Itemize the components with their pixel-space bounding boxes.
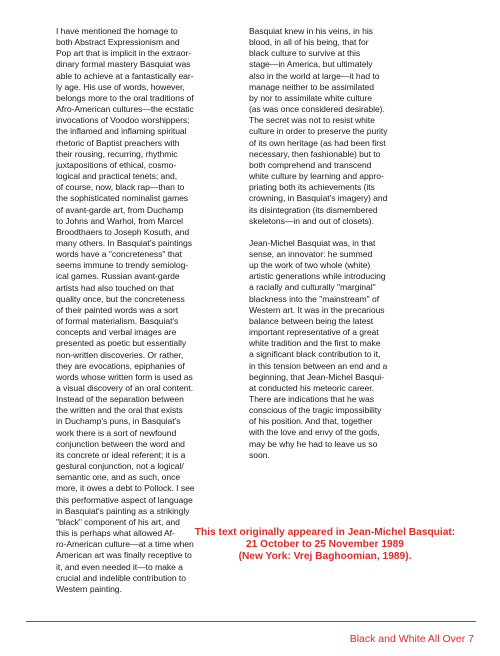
text-line: quality once, but the concreteness: [56, 293, 185, 304]
text-line: ly age. His use of words, however,: [56, 81, 185, 92]
text-line: ro-American culture—at a time when: [56, 539, 194, 550]
text-line: to Johns and Warhol, from Marcel: [56, 215, 184, 226]
text-line: presented as poetic but essentially: [56, 338, 187, 349]
text-line: I have mentioned the homage to: [56, 26, 178, 36]
text-line: There are indications that he was: [249, 394, 374, 404]
text-line: of course, now, black rap—than to: [56, 182, 185, 193]
text-line: logical and practical tenets; and,: [56, 171, 178, 182]
text-line: a visual discovery of an oral content.: [56, 383, 194, 393]
text-line: may be why he had to leave us so: [249, 438, 378, 449]
text-line: crowning, in Basquiat's imagery) and: [249, 193, 388, 204]
text-line: rhetoric of Baptist preachers with: [56, 137, 180, 148]
text-line: up the work of two whole (white): [249, 260, 371, 271]
text-line: black culture to survive at this: [249, 48, 361, 59]
text-line: American art was finally receptive to: [56, 550, 192, 561]
text-line: Western painting.: [56, 583, 122, 594]
text-line: words have a "concreteness" that: [56, 249, 182, 260]
text-line: a significant black contribution to it,: [249, 349, 381, 360]
text-line: stage—in America, but ultimately: [249, 59, 373, 70]
footer-rule: [26, 621, 476, 622]
text-line: the written and the oral that exists: [56, 405, 183, 416]
text-line: they are evocations, epiphanies of: [56, 360, 185, 371]
text-line: both Abstract Expressionism and: [56, 37, 180, 48]
text-line: Pop art that is implicit in the extraor-: [56, 48, 192, 59]
text-line: white culture by learning and appro-: [249, 171, 384, 182]
text-line: juxtapositions of ethical, cosmo-: [56, 159, 177, 170]
text-line: this performative aspect of language: [56, 494, 193, 505]
page-footer: Black and White All Over 7: [349, 633, 474, 645]
text-line: also in the world at large—it had to: [249, 70, 380, 81]
text-line: necessary, then fashionable) but to: [249, 148, 381, 159]
text-line: gestural conjunction, not a logical/: [56, 461, 184, 472]
text-line: white tradition and the first to make: [249, 338, 381, 349]
text-line: Basquiat knew in his veins, in his: [249, 26, 373, 36]
essay-column-right: [249, 26, 429, 461]
text-line: able to achieve at a fantastically ear-: [56, 70, 194, 81]
text-line: The secret was not to resist white: [249, 115, 375, 126]
text-line: important representative of a great: [249, 327, 379, 338]
text-line: words whose written form is used as: [56, 371, 193, 382]
text-line: soon.: [249, 449, 270, 460]
text-line: a racially and culturally "marginal": [249, 282, 376, 293]
text-line: their rousing, recurring, rhythmic: [56, 148, 178, 159]
text-line: Broodthaers to Joseph Kosuth, and: [56, 226, 190, 237]
text-line: of formal materialism. Basquiat's: [56, 316, 179, 327]
text-line: Afro-American cultures—the ecstatic: [56, 104, 194, 115]
text-line: blackness into the "mainstream" of: [249, 293, 380, 304]
text-line: concepts and verbal images are: [56, 327, 177, 338]
text-line: artistic generations while introducing: [249, 271, 386, 282]
text-line: Jean-Michel Basquiat was, in that: [249, 237, 376, 248]
text-line: priating both its achievements (its: [249, 182, 375, 193]
text-line: of avant-garde art, from Duchamp: [56, 204, 184, 215]
text-line: manage neither to be assimilated: [249, 81, 374, 92]
text-line: (New York: Vrej Baghoomian, 1989).: [238, 551, 412, 563]
text-line: by nor to assimilate white culture: [249, 92, 372, 103]
text-line: This text originally appeared in Jean-Michel Basquiat:: [194, 527, 456, 538]
essay-paragraph-1: [249, 26, 429, 227]
text-line: invocations of Voodoo worshippers;: [56, 115, 190, 126]
text-line: balance between being the latest: [249, 315, 374, 326]
text-line: sense, an innovator: he summed: [249, 248, 373, 259]
source-note: [175, 527, 475, 564]
text-line: its concrete or ideal referent; it is a: [56, 449, 186, 460]
text-line: "black" component of his art, and: [56, 516, 180, 527]
text-line: this is perhaps what allowed Af-: [56, 528, 175, 539]
text-line: it, and even needed it—to make a: [56, 561, 183, 572]
text-line: of his position. And that, together: [249, 416, 373, 427]
essay-paragraph-2: [249, 238, 429, 461]
text-line: beginning, that Jean-Michel Basqui-: [249, 371, 384, 382]
text-line: skeletons—in and out of closets).: [249, 215, 374, 226]
text-line: (as was once considered desirable).: [249, 104, 385, 115]
text-line: seems immune to trendy semiolog-: [56, 260, 189, 271]
text-line: 21 October to 25 November 1989: [246, 539, 404, 551]
text-line: in Duchamp's puns, in Basquiat's: [56, 416, 181, 427]
text-line: conscious of the tragic impossibility: [249, 405, 382, 416]
text-line: more, it owes a debt to Pollock. I see: [56, 483, 195, 494]
text-line: Western art. It was in the precarious: [249, 304, 385, 315]
text-line: blood, in all of his being, that for: [249, 37, 369, 48]
text-line: in Basquiat's painting as a strikingly: [56, 505, 190, 516]
paragraph-gap: [249, 227, 429, 238]
text-line: at conducted his meteoric career.: [249, 382, 374, 393]
text-line: dinary formal mastery Basquiat was: [56, 59, 191, 70]
text-line: culture in order to preserve the purity: [249, 126, 388, 137]
text-line: conjunction between the word and: [56, 438, 185, 449]
text-line: with the love and envy of the gods,: [249, 427, 380, 438]
text-line: ical games. Russian avant-garde: [56, 271, 180, 282]
text-line: both comprehend and transcend: [249, 159, 372, 170]
essay-column-left: [56, 26, 236, 595]
text-line: crucial and indelible contribution to: [56, 572, 187, 583]
text-line: Instead of the separation between: [56, 394, 184, 405]
text-line: many others. In Basquiat's paintings: [56, 237, 192, 248]
text-line: work there is a sort of newfound: [56, 427, 177, 438]
text-line: artists had also touched on that: [56, 282, 174, 293]
text-line: non-written discoveries. Or rather,: [56, 349, 184, 360]
text-line: semantic one, and as such, once: [56, 472, 181, 483]
text-line: the inflamed and inflaming spiritual: [56, 126, 187, 137]
text-line: its disintegration (its dismembered: [249, 204, 378, 215]
text-line: the sophisticated nominalist games: [56, 193, 189, 204]
text-line: of its own heritage (as had been first: [249, 137, 386, 148]
text-line: belongs more to the oral traditions of: [56, 92, 194, 103]
text-line: in this tension between an end and a: [249, 360, 388, 371]
text-line: of their painted words was a sort: [56, 304, 179, 315]
